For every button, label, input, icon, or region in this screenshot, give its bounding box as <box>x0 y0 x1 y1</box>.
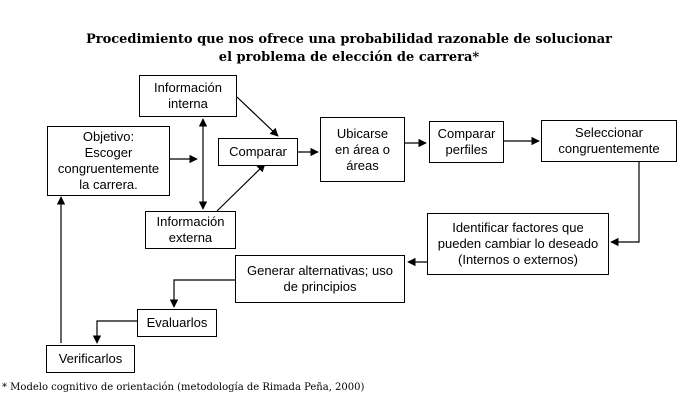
box-generar-alternativas: Generar alternativas; uso de principios <box>235 255 405 303</box>
box-ubicarse: Ubicarse en área o áreas <box>320 117 405 182</box>
box-informacion-interna: Información interna <box>139 75 237 117</box>
box-evaluarlos: Evaluarlos <box>137 309 217 337</box>
box-seleccionar: Seleccionar congruentemente <box>541 120 677 162</box>
diagram-title-line-1: Procedimiento que nos ofrece una probabilidad razonable de solucionar <box>85 32 613 47</box>
arrow-generar-to-evaluarlos <box>174 280 235 307</box>
footnote: * Modelo cognitivo de orientación (metodología de Rimada Peña, 2000) <box>2 382 365 393</box>
arrow-evaluarlos-to-verificarlos <box>97 321 137 343</box>
arrow-interna-to-comparar <box>237 97 278 136</box>
diagram-title-line-2: el problema de elección de carrera* <box>218 50 480 65</box>
box-comparar: Comparar <box>218 138 298 166</box>
box-informacion-externa: Información externa <box>145 211 236 249</box>
arrow-externa-to-comparar <box>217 164 265 211</box>
arrow-seleccionar-to-identificar <box>611 162 639 242</box>
box-objetivo: Objetivo: Escoger congruentemente la carrera. <box>47 126 170 196</box>
box-verificarlos: Verificarlos <box>46 345 135 373</box>
box-identificar-factores: Identificar factores que pueden cambiar lo deseado (Internos o externos) <box>427 213 609 275</box>
box-comparar-perfiles: Comparar perfiles <box>429 121 504 163</box>
